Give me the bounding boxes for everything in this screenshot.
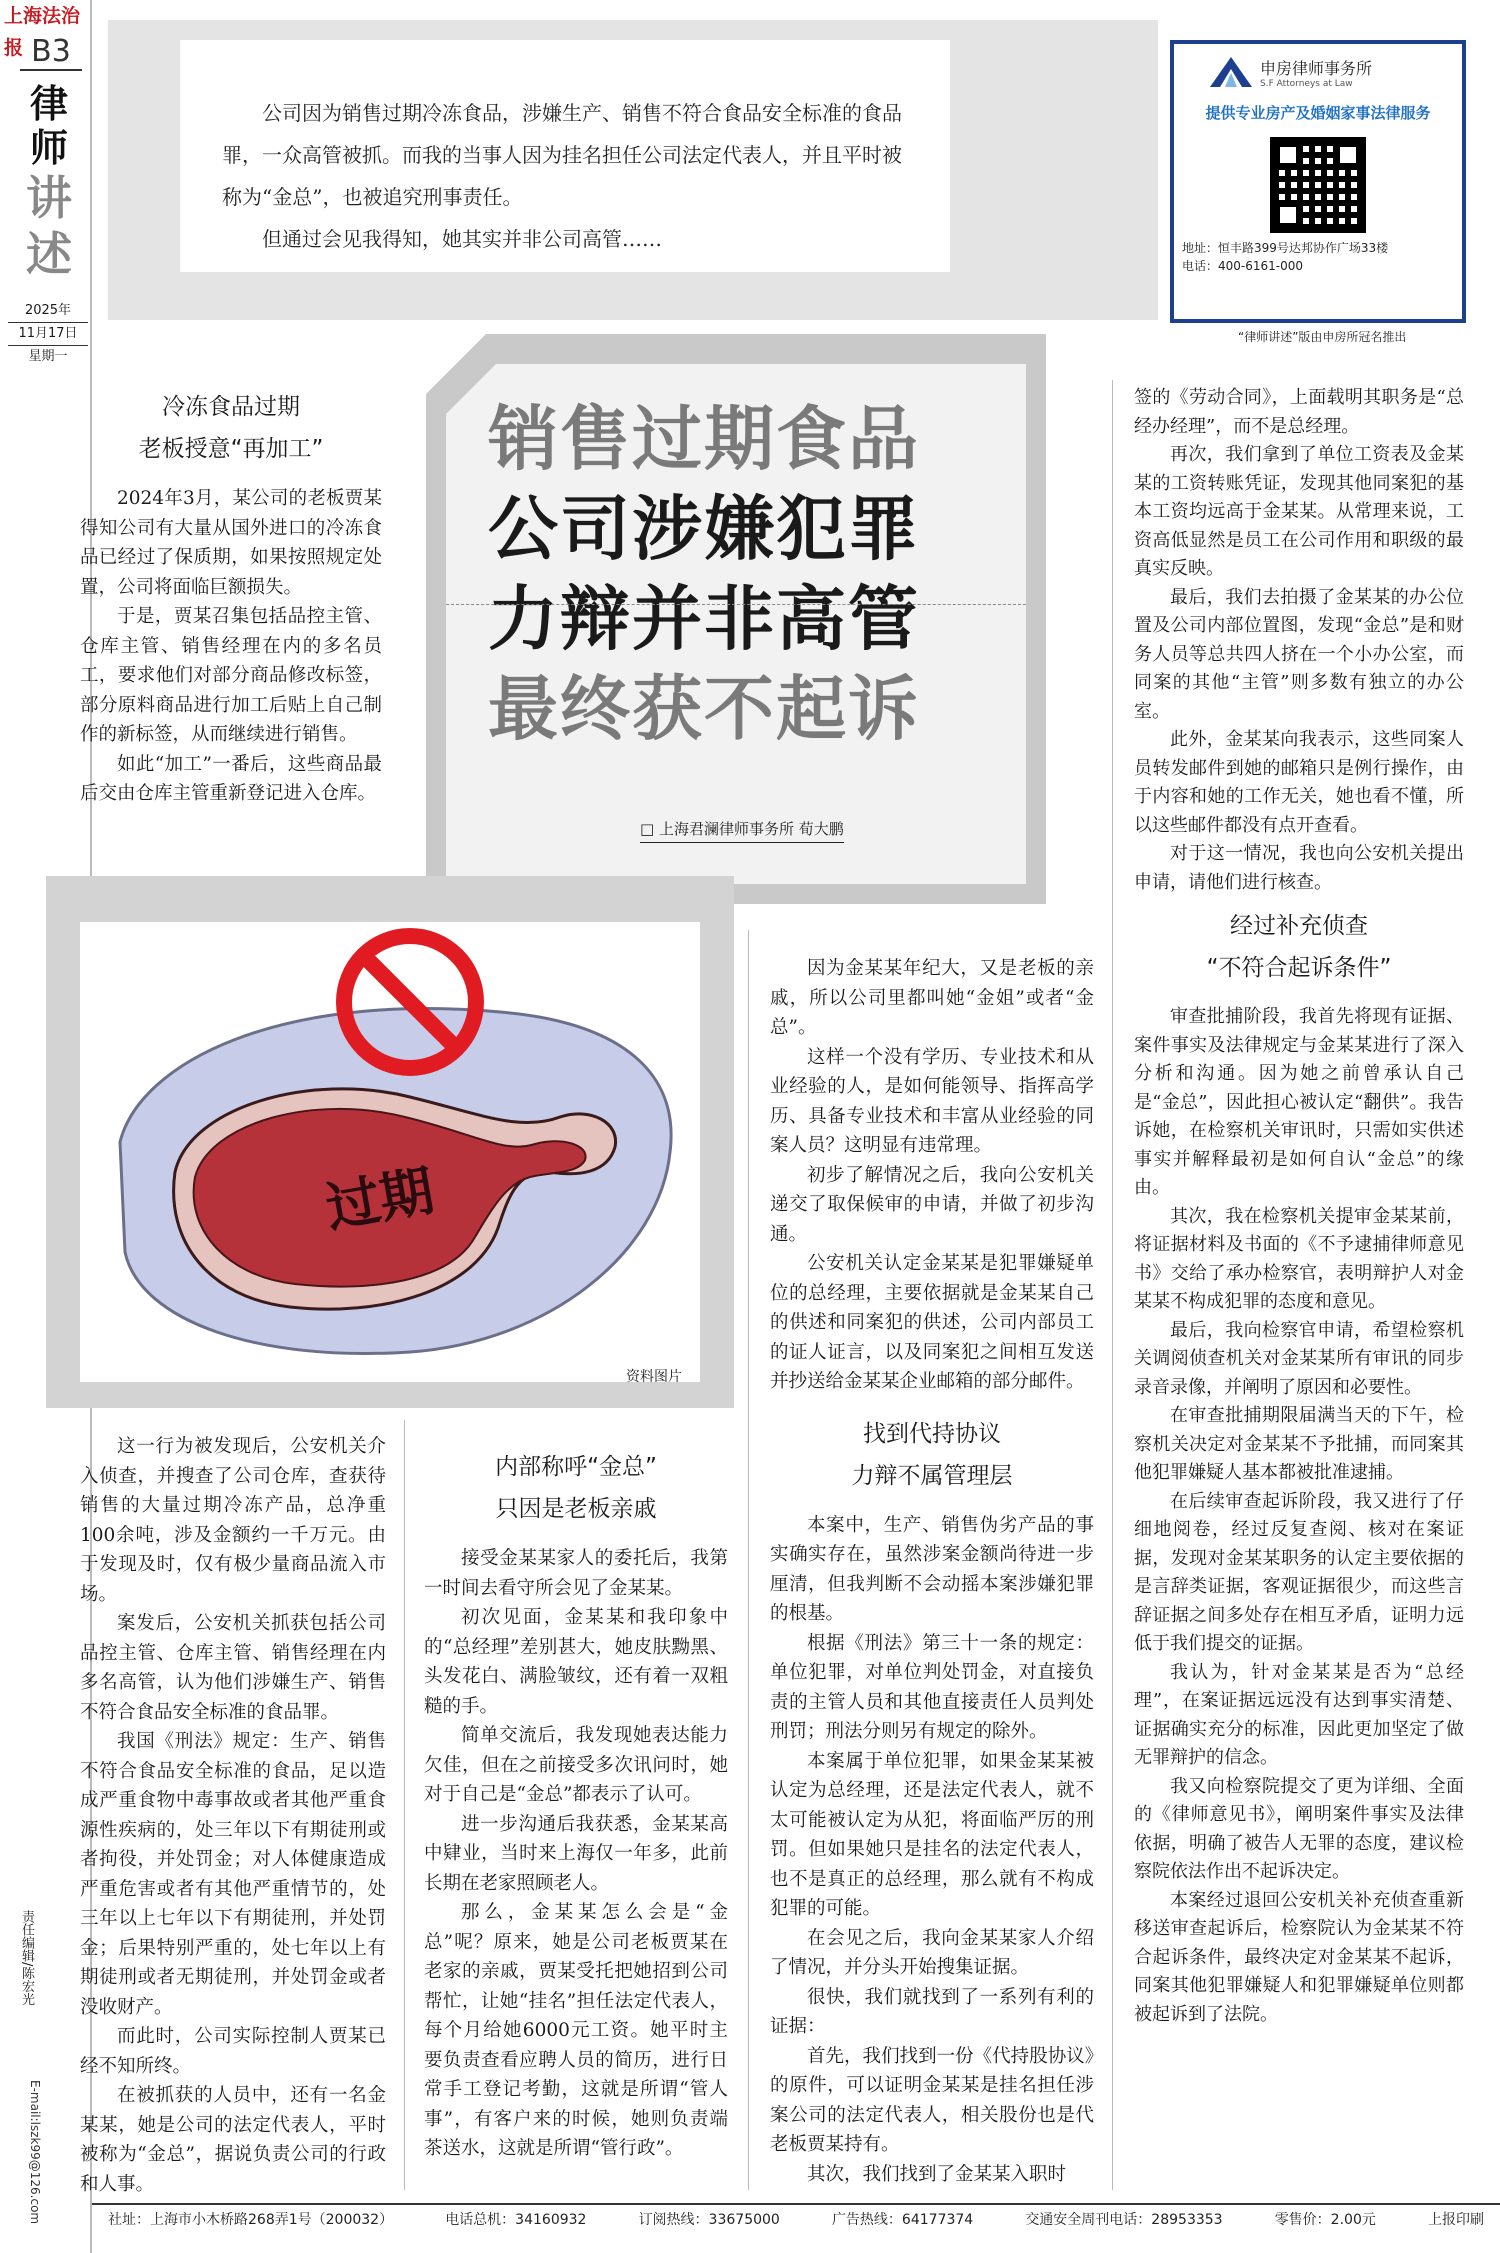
issue-year: 2025年 bbox=[24, 303, 72, 318]
article-paragraph: 其次，我们找到了金某某入职时 bbox=[807, 2163, 1067, 2185]
article-paragraph: 根据《刑法》第三十一条的规定：单位犯罪，对单位判处罚金，对直接负责的主管人员和其他直接责任人员判处刑罚；刑法分则另有规定的除外。 bbox=[770, 1632, 1094, 1742]
article-paragraph: 因为金某某年纪大，又是老板的亲戚，所以公司里都叫她“金姐”或者“金总”。 bbox=[770, 958, 1094, 1038]
footer-phone: 电话总机：34160932 bbox=[445, 2212, 587, 2228]
article-paragraph: 我国《刑法》规定：生产、销售不符合食品安全标准的食品，足以造成严重食物中毒事故或者其他严重食源性疾病的，处三年以下有期徒刑或者拘役，并处罚金；对人体健康造成严重危害或者有其他严重情节的，处三年以上七年以下有期徒刑，并处罚金；后果特别严重的，处七年以上有期徒刑或者无期徒刑，并处罚金或者没收财产。 bbox=[80, 1731, 386, 2018]
headline-line: 公司涉嫌犯罪 bbox=[488, 488, 920, 570]
article-paragraph: 很快，我们就找到了一系列有利的证据： bbox=[770, 1986, 1094, 2037]
footer-subscribe: 订阅热线：33675000 bbox=[638, 2212, 780, 2228]
article-paragraph: 签的《劳动合同》，上面载明其职务是“总经办经理”，而不是总经理。 bbox=[1134, 387, 1464, 437]
article-paragraph: 首先，我们找到一份《代持股协议》的原件，可以证明金某某是挂名担任涉案公司的法定代表人，相关股份也是代老板贾某持有。 bbox=[770, 2045, 1094, 2155]
sponsor-logo bbox=[1182, 52, 1454, 92]
sponsor-credit: “律师讲述”版由申房所冠名推出 bbox=[1238, 330, 1407, 344]
article-paragraph: 本案属于单位犯罪，如果金某某被认定为总经理，还是法定代表人，就不太可能被认定为从犯，将面临严厉的刑罚。但如果她只是挂名的法定代表人，也不是真正的总经理，那么就有不构成犯罪的可能。 bbox=[770, 1750, 1094, 1919]
section-name-line1: 律师 bbox=[29, 82, 68, 170]
article-paragraph: 接受金某某家人的委托后，我第一时间去看守所会见了金某某。 bbox=[424, 1548, 728, 1599]
footer-price: 零售价：2.00元 bbox=[1274, 2212, 1376, 2228]
article-paragraph: 公安机关认定金某某是犯罪嫌疑单位的总经理，主要依据就是金某某自己的供述和同案犯的供述，公司内部员工的证人证言，以及同案犯之间相互发送并抄送给金某某企业邮箱的部分邮件。 bbox=[770, 1253, 1094, 1392]
issue-day: 11月17日 bbox=[8, 322, 88, 346]
article-paragraph: 我又向检察院提交了更为详细、全面的《律师意见书》，阐明案件事实及法律依据，明确了被告人无罪的态度，建议检察院依法作出不起诉决定。 bbox=[1134, 1775, 1464, 1882]
article-paragraph: 初次见面，金某某和我印象中的“总经理”差别甚大，她皮肤黝黑、头发花白、满脸皱纹，还有着一双粗糙的手。 bbox=[424, 1607, 728, 1717]
article-paragraph: 进一步沟通后我获悉，金某某高中肄业，当时来上海仅一年多，此前长期在老家照顾老人。 bbox=[424, 1813, 728, 1894]
sponsor-phone: 电话：400-6161-000 bbox=[1182, 259, 1304, 273]
article-paragraph: 此外，金某某向我表示，这些同案人员转发邮件到她的邮箱只是例行操作，由于内容和她的工作无关，她也看不懂，所以这些邮件都没有点开查看。 bbox=[1134, 729, 1464, 836]
illustration-caption: 资料图片 bbox=[626, 1369, 682, 1385]
article-paragraph: 这样一个没有学历、专业技术和从业经验的人，是如何能领导、指挥高学历、具备专业技术和丰富从业经验的同案人员？这明显有违常理。 bbox=[770, 1046, 1094, 1156]
column-divider bbox=[1112, 380, 1113, 2190]
article-paragraph: 初步了解情况之后，我向公安机关递交了取保候审的申请，并做了初步沟通。 bbox=[770, 1164, 1094, 1245]
paper-logo: 上海法治报 bbox=[4, 5, 81, 59]
sponsor-firm-name: 申房律师事务所 bbox=[1260, 58, 1373, 78]
article-paragraph: 2024年3月，某公司的老板贾某得知公司有大量从国外进口的冷冻食品已经过了保质期，如果按照规定处置，公司将面临巨额损失。 bbox=[80, 488, 382, 598]
article-paragraph: 简单交流后，我发现她表达能力欠佳，但在之前接受多次讯问时，她对于自己是“金总”都表示了认可。 bbox=[424, 1725, 728, 1805]
footer-printer: 上报印刷 bbox=[1427, 2212, 1484, 2228]
section-name bbox=[14, 82, 84, 282]
article-paragraph: 在审查批捕期限届满当天的下午，检察机关决定对金某某不予批捕，而同案其他犯罪嫌疑人基本都被批准逮捕。 bbox=[1134, 1405, 1464, 1483]
article-paragraph: 那么，金某某怎么会是“金总”呢？原来，她是公司老板贾某在老家的亲戚，贾某受托把她招到公司帮忙，让她“挂名”担任法定代表人，每个月给她6000元工资。她平时主要负责查看应聘人员的简历，进行日常手工登记考勤，这就是所谓“管人事”，有客户来的时候，她则负责端茶送水，这就是所谓“管行政”。 bbox=[424, 1902, 728, 2159]
article-paragraph: 在被抓获的人员中，还有一名金某某，她是公司的法定代表人，平时被称为“金总”，据说负责公司的行政和人事。 bbox=[80, 2085, 386, 2195]
article-paragraph: 最后，我们去拍摄了金某某的办公位置及公司内部位置图，发现“金总”是和财务人员等总共四人挤在一个小办公室，而同案的其他“主管”则多数有独立的办公室。 bbox=[1134, 586, 1464, 722]
expired-meat-drawing bbox=[80, 922, 700, 1382]
article-paragraph: 本案中，生产、销售伪劣产品的事实确实存在，虽然涉案金额尚待进一步厘清，但我判断不会动摇本案涉嫌犯罪的根基。 bbox=[770, 1514, 1094, 1624]
responsible-editor: 责任编辑/陈宏光 bbox=[19, 1910, 34, 2006]
page-footer bbox=[92, 2203, 1500, 2233]
section-heading: 经过补充侦查 “不符合起诉条件” bbox=[1206, 913, 1392, 981]
editor-email: E-mail:lszk99@126.com bbox=[28, 2080, 42, 2225]
article-column-4 bbox=[1134, 384, 1464, 2029]
page-number: B3 bbox=[20, 34, 82, 71]
headline-line: 销售过期食品 bbox=[488, 398, 920, 480]
sponsor-slogan: 提供专业房产及婚姻家事法律服务 bbox=[1205, 104, 1431, 122]
article-paragraph: 审查批捕阶段，我首先将现有证据、案件事实及法律规定与金某某进行了深入分析和沟通。因为她之前曾承认自己是“金总”，因此担心被认定“翻供”。我告诉她，在检察机关审讯时，只需如实供述事实并解释最初是如何自认“金总”的缘由。 bbox=[1134, 1006, 1464, 1198]
headline-line: 力辩并非高管 bbox=[488, 578, 920, 660]
article-paragraph: 再次，我们拿到了单位工资表及金某某的工资转账凭证，发现其他同案犯的基本工资均远高于金某某。从常理来说，工资高低显然是员工在公司作用和职级的最真实反映。 bbox=[1134, 444, 1464, 579]
sponsor-ad bbox=[1170, 40, 1466, 323]
section-name-line2: 讲述 bbox=[26, 171, 72, 281]
article-paragraph: 最后，我向检察官申请，希望检察机关调阅侦查机关对金某某所有审讯的同步录音录像，并阐明了原因和必要性。 bbox=[1134, 1319, 1464, 1398]
intro-paragraph: 但通过会见我得知，她其实并非公司高管…… bbox=[262, 227, 662, 251]
section-heading: 内部称呼“金总” 只因是老板亲戚 bbox=[495, 1454, 657, 1522]
article-paragraph: 其次，我在检察机关提审金某某前，将证据材料及书面的《不予逮捕律师意见书》交给了承办检察官，表明辩护人对金某某不构成犯罪的态度和意见。 bbox=[1134, 1205, 1464, 1312]
article-paragraph: 在后续审查起诉阶段，我又进行了仔细地阅卷，经过反复查阅、核对在案证据，发现对金某某职务的认定主要依据的是言辞类证据，客观证据很少，而这些言辞证据之间多处存在相互矛盾，证明力远低于我们提交的证据。 bbox=[1134, 1490, 1464, 1654]
headline bbox=[488, 394, 1048, 754]
expired-meat-illustration bbox=[80, 922, 700, 1382]
column-divider bbox=[748, 930, 749, 2190]
footer-address: 社址：上海市小木桥路268弄1号（200032） bbox=[108, 2212, 394, 2228]
illustration-frame-edge bbox=[726, 876, 734, 1408]
sponsor-logo-icon bbox=[1208, 55, 1254, 89]
article-column-3 bbox=[770, 954, 1094, 2189]
article-paragraph: 本案经过退回公安机关补充侦查重新移送审查起诉后，检察院认为金某某不符合起诉条件，最终决定对金某某不起诉，同案其他犯罪嫌疑人和犯罪嫌疑单位则都被起诉到了法院。 bbox=[1134, 1889, 1464, 2025]
sponsor-firm-name-en: S.F Attorneys at Law bbox=[1260, 78, 1353, 89]
byline: □ 上海君澜律师事务所 荀大鹏 bbox=[640, 818, 844, 843]
footer-traffic: 交通安全周刊电话：28953353 bbox=[1025, 2212, 1223, 2228]
article-paragraph: 而此时，公司实际控制人贾某已经不知所终。 bbox=[80, 2026, 386, 2077]
article-paragraph: 这一行为被发现后，公安机关介入侦查，并搜查了公司仓库，查获待销售的大量过期冷冻产品，总净重100余吨，涉及金额约一千万元。由于发现及时，仅有极少量商品流入市场。 bbox=[80, 1436, 386, 1605]
article-column-1-top bbox=[80, 378, 382, 809]
intro-paragraph: 公司因为销售过期冷冻食品，涉嫌生产、销售不符合食品安全标准的食品罪，一众高管被抓。而我的当事人因为挂名担任公司法定代表人，并且平时被称为“金总”，也被追究刑事责任。 bbox=[222, 101, 902, 209]
article-paragraph: 我认为，针对金某某是否为“总经理”，在案证据远远没有达到事实清楚、证据确实充分的标准，因此更加坚定了做无罪辩护的信念。 bbox=[1134, 1661, 1464, 1768]
qr-code-icon[interactable] bbox=[1270, 137, 1366, 233]
article-paragraph: 对于这一情况，我也向公安机关提出申请，请他们进行核查。 bbox=[1134, 843, 1464, 893]
section-heading: 找到代持协议 力辩不属管理层 bbox=[851, 1420, 1013, 1489]
intro-summary bbox=[180, 40, 950, 272]
column-divider bbox=[404, 1420, 405, 2190]
headline-line: 最终获不起诉 bbox=[488, 668, 920, 750]
sponsor-address: 地址：恒丰路399号达邦协作广场33楼 bbox=[1182, 241, 1389, 255]
expired-label: 过期 bbox=[321, 1159, 439, 1240]
article-column-1-bottom bbox=[80, 1432, 386, 2199]
article-paragraph: 案发后，公安机关抓获包括公司品控主管、仓库主管、销售经理在内多名高管，认为他们涉嫌生产、销售不符合食品安全标准的食品罪。 bbox=[80, 1613, 386, 1723]
article-paragraph: 如此“加工”一番后，这些商品最后交由仓库主管重新登记进入仓库。 bbox=[80, 753, 382, 804]
issue-weekday: 星期一 bbox=[28, 349, 68, 364]
headline-divider bbox=[446, 604, 1026, 605]
article-paragraph: 于是，贾某召集包括品控主管、仓库主管、销售经理在内的多名员工，要求他们对部分商品修改标签，部分原料商品进行加工后贴上自己制作的新标签，从而继续进行销售。 bbox=[80, 606, 382, 745]
article-paragraph: 在会见之后，我向金某某家人介绍了情况，并分头开始搜集证据。 bbox=[770, 1927, 1094, 1978]
article-column-2 bbox=[424, 1438, 728, 2164]
section-heading: 冷冻食品过期 老板授意“再加工” bbox=[138, 394, 324, 462]
issue-date bbox=[8, 300, 88, 368]
footer-ads: 广告热线：64177374 bbox=[831, 2212, 974, 2228]
